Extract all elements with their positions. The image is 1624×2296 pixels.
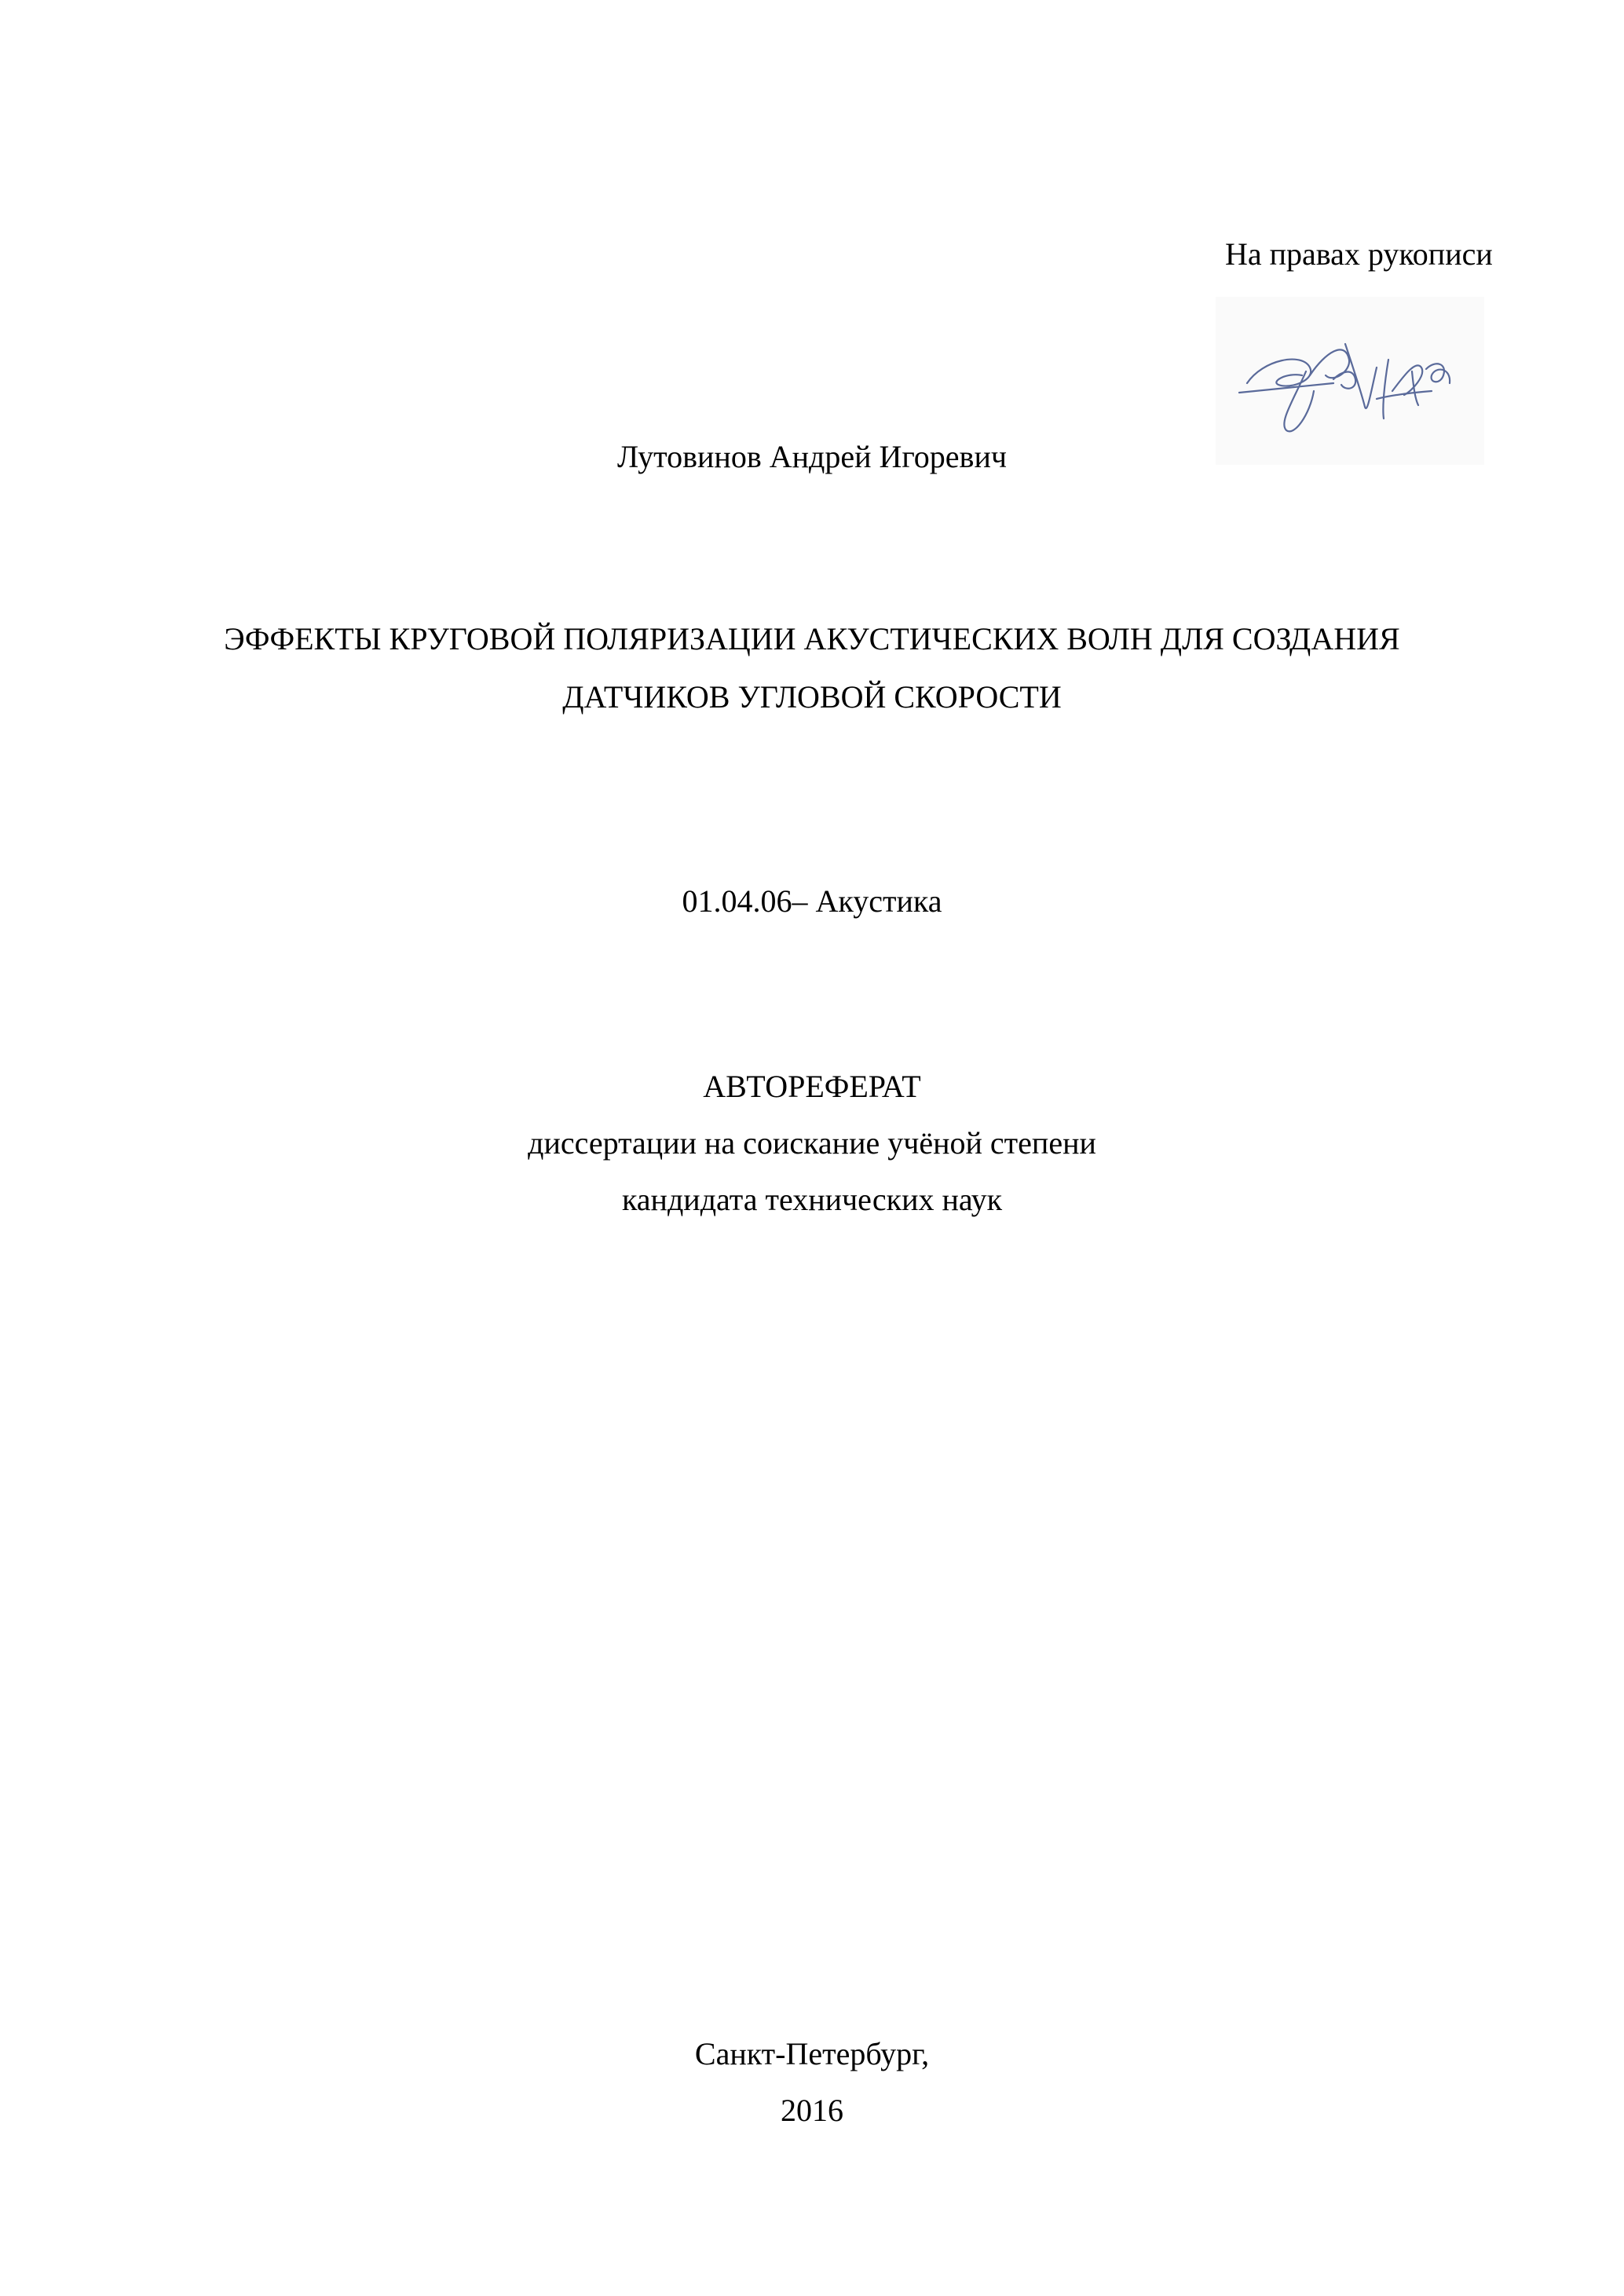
title-line-2: ДАТЧИКОВ УГЛОВОЙ СКОРОСТИ xyxy=(562,679,1062,715)
author-name: Лутовинов Андрей Игоревич xyxy=(617,439,1007,474)
document-type-line-1: диссертации на соискание учёной степени xyxy=(528,1125,1096,1161)
document-type-line-2: кандидата технических наук xyxy=(621,1182,1003,1217)
manuscript-note: На правах рукописи xyxy=(1225,236,1493,272)
specialty: 01.04.06– Акустика xyxy=(682,883,942,919)
city: Санкт-Петербург, xyxy=(694,2036,930,2071)
document-type-heading: АВТОРЕФЕРАТ xyxy=(703,1069,921,1104)
year: 2016 xyxy=(781,2093,843,2128)
title-line-1: ЭФФЕКТЫ КРУГОВОЙ ПОЛЯРИЗАЦИИ АКУСТИЧЕСКИХ ВОЛН ДЛЯ СОЗДАНИЯ xyxy=(224,621,1400,656)
